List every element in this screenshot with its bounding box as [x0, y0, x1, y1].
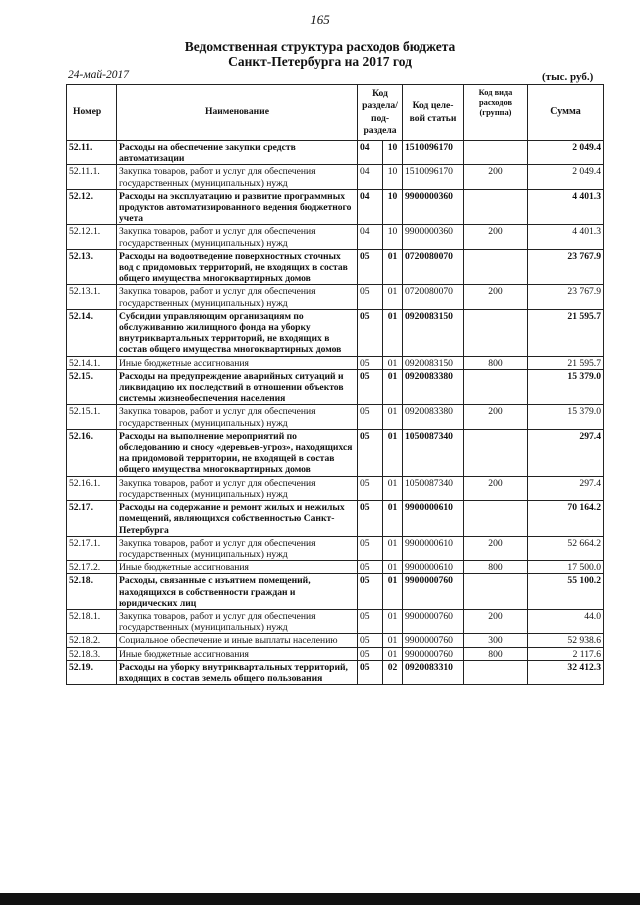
- row-name: Иные бюджетные ассигнования: [117, 561, 358, 574]
- row-section: 05: [358, 536, 383, 560]
- row-target-code: 9900000360: [403, 189, 464, 225]
- row-number: 52.16.: [67, 429, 117, 476]
- row-subsection: 01: [383, 536, 403, 560]
- row-number: 52.12.1.: [67, 225, 117, 249]
- row-section: 04: [358, 189, 383, 225]
- row-sum: 15 379.0: [528, 369, 604, 405]
- row-section: 05: [358, 660, 383, 684]
- row-expense-group: 200: [464, 609, 528, 633]
- row-subsection: 01: [383, 356, 403, 369]
- row-sum: 21 595.7: [528, 309, 604, 356]
- column-header-number: Номер: [67, 85, 117, 141]
- table-row: [67, 660, 604, 684]
- row-section: 04: [358, 165, 383, 189]
- row-expense-group: [464, 429, 528, 476]
- row-number: 52.15.: [67, 369, 117, 405]
- row-number: 52.16.1.: [67, 476, 117, 500]
- row-subsection: 10: [383, 225, 403, 249]
- row-subsection: 01: [383, 405, 403, 429]
- row-expense-group: 800: [464, 356, 528, 369]
- table-row: [67, 609, 604, 633]
- row-expense-group: [464, 660, 528, 684]
- row-target-code: 0920083380: [403, 405, 464, 429]
- row-section: 05: [358, 309, 383, 356]
- row-target-code: 0920083150: [403, 356, 464, 369]
- row-name: Закупка товаров, работ и услуг для обеспечения государственных (муниципальных) нужд: [117, 609, 358, 633]
- table-row: [67, 285, 604, 309]
- row-number: 52.14.: [67, 309, 117, 356]
- row-section: 05: [358, 249, 383, 285]
- row-name: Закупка товаров, работ и услуг для обеспечения государственных (муниципальных) нужд: [117, 536, 358, 560]
- row-name: Расходы на обеспечение закупки средств автоматизации: [117, 141, 358, 165]
- row-subsection: 01: [383, 285, 403, 309]
- row-sum: 15 379.0: [528, 405, 604, 429]
- row-number: 52.11.1.: [67, 165, 117, 189]
- row-target-code: 9900000610: [403, 536, 464, 560]
- row-sum: 4 401.3: [528, 225, 604, 249]
- row-expense-group: [464, 501, 528, 537]
- row-sum: 55 100.2: [528, 574, 604, 610]
- row-name: Иные бюджетные ассигнования: [117, 356, 358, 369]
- table-row: [67, 561, 604, 574]
- table-row: [67, 249, 604, 285]
- row-expense-group: 800: [464, 561, 528, 574]
- row-number: 52.13.1.: [67, 285, 117, 309]
- table-row: [67, 189, 604, 225]
- row-number: 52.18.2.: [67, 634, 117, 647]
- row-expense-group: 200: [464, 165, 528, 189]
- column-header-group: Код вида расходов (группа): [464, 85, 528, 141]
- row-subsection: 10: [383, 165, 403, 189]
- row-number: 52.18.1.: [67, 609, 117, 633]
- table-row: [67, 225, 604, 249]
- column-header-sum: Сумма: [528, 85, 604, 141]
- row-subsection: 01: [383, 574, 403, 610]
- row-target-code: 9900000360: [403, 225, 464, 249]
- row-subsection: 01: [383, 429, 403, 476]
- table-row: [67, 536, 604, 560]
- row-target-code: 0720080070: [403, 285, 464, 309]
- row-sum: 23 767.9: [528, 285, 604, 309]
- row-name: Расходы на уборку внутриквартальных территорий, входящих в состав земель общего пользования: [117, 660, 358, 684]
- row-number: 52.13.: [67, 249, 117, 285]
- row-subsection: 10: [383, 189, 403, 225]
- row-name: Расходы, связанные с изъятием помещений, находящихся в собственности граждан и юридических лиц: [117, 574, 358, 610]
- row-subsection: 01: [383, 634, 403, 647]
- column-header-section: Код раздела/ под- раздела: [358, 85, 403, 141]
- row-expense-group: 200: [464, 285, 528, 309]
- row-name: Социальное обеспечение и иные выплаты населению: [117, 634, 358, 647]
- table-row: [67, 476, 604, 500]
- row-sum: 2 117.6: [528, 647, 604, 660]
- row-expense-group: [464, 249, 528, 285]
- row-section: 05: [358, 369, 383, 405]
- row-target-code: 9900000760: [403, 609, 464, 633]
- column-header-name: Наименование: [117, 85, 358, 141]
- row-subsection: 01: [383, 309, 403, 356]
- table-row: [67, 405, 604, 429]
- page-title: [0, 39, 640, 69]
- page-number: 165: [310, 12, 330, 27]
- row-section: 05: [358, 561, 383, 574]
- row-target-code: 9900000760: [403, 647, 464, 660]
- row-subsection: 01: [383, 476, 403, 500]
- row-subsection: 01: [383, 609, 403, 633]
- row-target-code: 1050087340: [403, 429, 464, 476]
- row-expense-group: 200: [464, 536, 528, 560]
- units-label: (тыс. руб.): [542, 71, 594, 83]
- row-sum: 297.4: [528, 476, 604, 500]
- row-sum: 32 412.3: [528, 660, 604, 684]
- table-row: [67, 574, 604, 610]
- row-expense-group: 200: [464, 405, 528, 429]
- row-expense-group: 200: [464, 225, 528, 249]
- table-row: [67, 647, 604, 660]
- row-name: Закупка товаров, работ и услуг для обеспечения государственных (муниципальных) нужд: [117, 165, 358, 189]
- row-sum: 70 164.2: [528, 501, 604, 537]
- document-date: 24-май-2017: [68, 69, 129, 81]
- scan-edge: [0, 893, 640, 905]
- row-expense-group: [464, 574, 528, 610]
- row-number: 52.12.: [67, 189, 117, 225]
- row-target-code: 9900000610: [403, 501, 464, 537]
- row-sum: 297.4: [528, 429, 604, 476]
- row-number: 52.14.1.: [67, 356, 117, 369]
- table-body: [67, 141, 604, 685]
- row-sum: 2 049.4: [528, 165, 604, 189]
- table-row: [67, 356, 604, 369]
- row-sum: 2 049.4: [528, 141, 604, 165]
- row-number: 52.18.3.: [67, 647, 117, 660]
- row-expense-group: 800: [464, 647, 528, 660]
- row-subsection: 01: [383, 369, 403, 405]
- row-name: Субсидии управляющим организациям по обслуживанию жилищного фонда на уборку внутриквартальных территорий, не входящих в состав общего имущества многоквартирных домов: [117, 309, 358, 356]
- row-subsection: 01: [383, 647, 403, 660]
- row-subsection: 01: [383, 561, 403, 574]
- row-sum: 23 767.9: [528, 249, 604, 285]
- row-name: Расходы на содержание и ремонт жилых и нежилых помещений, являющихся собственностью Санкт-Петербурга: [117, 501, 358, 537]
- table-row: [67, 165, 604, 189]
- row-number: 52.17.2.: [67, 561, 117, 574]
- row-section: 05: [358, 609, 383, 633]
- row-name: Закупка товаров, работ и услуг для обеспечения государственных (муниципальных) нужд: [117, 405, 358, 429]
- row-target-code: 1050087340: [403, 476, 464, 500]
- row-name: Расходы на предупреждение аварийных ситуаций и ликвидацию их последствий в отношении объектов системы жизнеобеспечения населения: [117, 369, 358, 405]
- row-name: Расходы на водоотведение поверхностных сточных вод с придомовых территорий, не входящих в состав общего имущества многоквартирных домов: [117, 249, 358, 285]
- row-target-code: 1510096170: [403, 165, 464, 189]
- row-name: Закупка товаров, работ и услуг для обеспечения государственных (муниципальных) нужд: [117, 285, 358, 309]
- row-expense-group: [464, 369, 528, 405]
- table-row: [67, 634, 604, 647]
- row-subsection: 01: [383, 501, 403, 537]
- row-sum: 21 595.7: [528, 356, 604, 369]
- row-section: 05: [358, 501, 383, 537]
- row-section: 05: [358, 647, 383, 660]
- row-name: Расходы на выполнение мероприятий по обследованию и сносу «деревьев-угроз», находящихся на придомовой территории, не входящей в состав общего имущества многоквартирных домов: [117, 429, 358, 476]
- row-section: 05: [358, 429, 383, 476]
- row-subsection: 10: [383, 141, 403, 165]
- table-row: [67, 141, 604, 165]
- row-target-code: 0720080070: [403, 249, 464, 285]
- row-subsection: 02: [383, 660, 403, 684]
- row-sum: 4 401.3: [528, 189, 604, 225]
- row-name: Иные бюджетные ассигнования: [117, 647, 358, 660]
- row-sum: 44.0: [528, 609, 604, 633]
- row-section: 05: [358, 634, 383, 647]
- table-row: [67, 309, 604, 356]
- row-number: 52.11.: [67, 141, 117, 165]
- title-line-1: Ведомственная структура расходов бюджета: [184, 39, 456, 54]
- row-expense-group: [464, 141, 528, 165]
- row-number: 52.15.1.: [67, 405, 117, 429]
- row-number: 52.18.: [67, 574, 117, 610]
- row-number: 52.19.: [67, 660, 117, 684]
- row-sum: 52 938.6: [528, 634, 604, 647]
- row-target-code: 0920083380: [403, 369, 464, 405]
- row-section: 04: [358, 141, 383, 165]
- row-target-code: 0920083150: [403, 309, 464, 356]
- row-target-code: 9900000760: [403, 634, 464, 647]
- row-number: 52.17.1.: [67, 536, 117, 560]
- row-sum: 52 664.2: [528, 536, 604, 560]
- table-row: [67, 369, 604, 405]
- row-section: 05: [358, 476, 383, 500]
- row-target-code: 9900000760: [403, 574, 464, 610]
- row-target-code: 0920083310: [403, 660, 464, 684]
- row-expense-group: 300: [464, 634, 528, 647]
- row-subsection: 01: [383, 249, 403, 285]
- row-name: Закупка товаров, работ и услуг для обеспечения государственных (муниципальных) нужд: [117, 476, 358, 500]
- row-section: 04: [358, 225, 383, 249]
- table-row: [67, 429, 604, 476]
- column-header-target: Код целе- вой статьи: [403, 85, 464, 141]
- budget-table: [66, 84, 604, 685]
- title-line-2: Санкт-Петербурга на 2017 год: [228, 54, 412, 69]
- table-header-row: [67, 85, 604, 141]
- row-name: Закупка товаров, работ и услуг для обеспечения государственных (муниципальных) нужд: [117, 225, 358, 249]
- row-expense-group: [464, 189, 528, 225]
- row-target-code: 1510096170: [403, 141, 464, 165]
- row-section: 05: [358, 405, 383, 429]
- row-expense-group: [464, 309, 528, 356]
- table-row: [67, 501, 604, 537]
- row-name: Расходы на эксплуатацию и развитие программных продуктов автоматизированного ведения бюджетного учета: [117, 189, 358, 225]
- row-section: 05: [358, 356, 383, 369]
- row-target-code: 9900000610: [403, 561, 464, 574]
- row-sum: 17 500.0: [528, 561, 604, 574]
- row-expense-group: 200: [464, 476, 528, 500]
- row-section: 05: [358, 574, 383, 610]
- row-section: 05: [358, 285, 383, 309]
- row-number: 52.17.: [67, 501, 117, 537]
